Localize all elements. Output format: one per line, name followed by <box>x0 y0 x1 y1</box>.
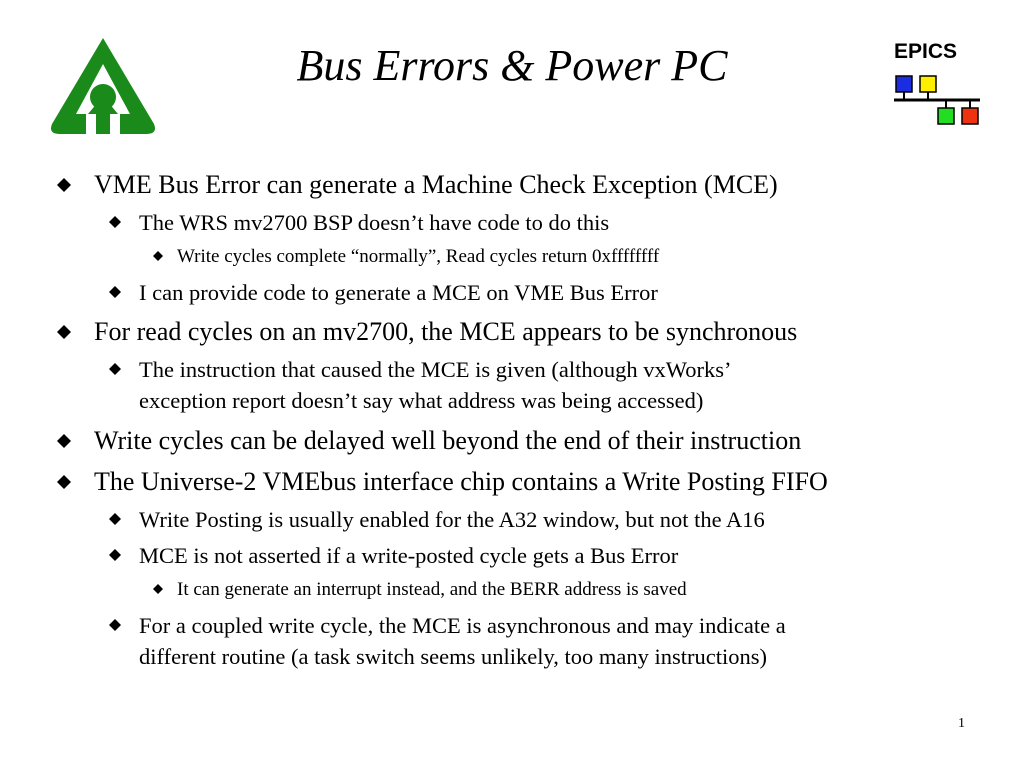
bullet-item <box>94 466 828 498</box>
bullet-text: The WRS mv2700 BSP doesn’t have code to do this <box>139 210 610 235</box>
bullet-item <box>94 316 797 348</box>
diamond-bullet-icon <box>153 584 163 594</box>
bullet-text: For read cycles on an mv2700, the MCE appears to be synchronous <box>94 317 798 346</box>
bullet-text: VME Bus Error can generate a Machine Check Exception (MCE) <box>94 170 778 199</box>
bullet-item <box>139 541 678 571</box>
diamond-bullet-icon <box>109 549 121 561</box>
epics-logo-label: EPICS <box>894 40 958 63</box>
bullet-text: The Universe-2 VMEbus interface chip contains a Write Posting FIFO <box>94 467 828 496</box>
bullet-text: It can generate an interrupt instead, and the BERR address is saved <box>177 579 687 600</box>
bullet-item <box>94 169 778 201</box>
bullet-text: Write cycles complete “normally”, Read cycles return 0xffffffff <box>177 246 660 267</box>
bullet-item <box>139 611 786 641</box>
bullet-item <box>177 578 687 602</box>
bullet-item <box>139 505 765 535</box>
bullet-text: Write Posting is usually enabled for the A32 window, but not the A16 <box>139 507 765 532</box>
bullet-text: For a coupled write cycle, the MCE is asynchronous and may indicate a <box>139 613 786 638</box>
diamond-bullet-icon <box>109 363 121 375</box>
bullet-item <box>139 208 609 238</box>
bullet-item <box>139 278 658 308</box>
diamond-bullet-icon <box>153 251 163 261</box>
diamond-bullet-icon <box>109 619 121 631</box>
bullet-text: I can provide code to generate a MCE on VME Bus Error <box>139 280 658 305</box>
bullet-text-continuation: exception report doesn’t say what address was being accessed) <box>139 388 704 413</box>
slide-title: Bus Errors & Power PC <box>296 41 728 90</box>
bullet-text: MCE is not asserted if a write-posted cycle gets a Bus Error <box>139 543 679 568</box>
bullet-text: Write cycles can be delayed well beyond the end of their instruction <box>94 426 802 455</box>
bullet-item <box>177 245 659 269</box>
diamond-bullet-icon <box>57 434 71 448</box>
bullet-item <box>139 355 731 385</box>
diamond-bullet-icon <box>109 216 121 228</box>
diamond-bullet-icon <box>57 475 71 489</box>
page-number: 1 <box>958 716 965 731</box>
bullet-text-continuation: different routine (a task switch seems unlikely, too many instructions) <box>139 644 767 669</box>
diamond-bullet-icon <box>109 513 121 525</box>
diamond-bullet-icon <box>109 286 121 298</box>
diamond-bullet-icon <box>57 178 71 192</box>
bullet-text: The instruction that caused the MCE is given (although vxWorks’ <box>139 357 732 382</box>
diamond-bullet-icon <box>57 325 71 339</box>
bullet-item <box>94 425 801 457</box>
